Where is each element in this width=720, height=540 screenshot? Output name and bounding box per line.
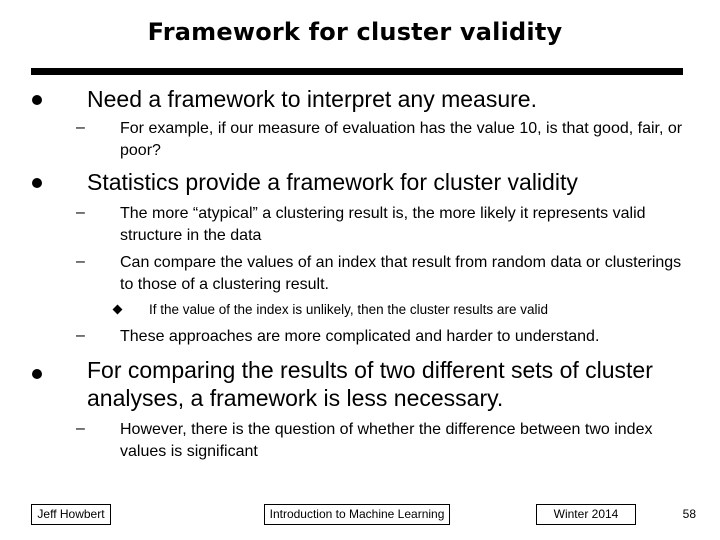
- subsubpoint-2-2-1: If the value of the index is unlikely, then the cluster results are valid: [149, 302, 548, 317]
- footer-author: Jeff Howbert: [31, 504, 111, 525]
- title-underline: [31, 68, 683, 75]
- slide-title: Framework for cluster validity: [147, 18, 563, 46]
- diamond-bullet-icon: [113, 305, 123, 315]
- footer-term: Winter 2014: [536, 504, 636, 525]
- footer-course: Introduction to Machine Learning: [264, 504, 450, 525]
- bullet-point-3: For comparing the results of two different sets of cluster analyses, a framework is less necessary.: [87, 357, 653, 411]
- bullet-circle-icon: [32, 369, 42, 379]
- subpoint-3-1: However, there is the question of whether the difference between two index values is significant: [120, 421, 653, 460]
- bullet-circle-icon: [32, 95, 42, 105]
- dash-icon: –: [76, 204, 85, 221]
- dash-icon: –: [76, 327, 85, 344]
- subpoint-1-1: For example, if our measure of evaluation has the value 10, is that good, fair, or poor?: [120, 120, 683, 159]
- bullet-circle-icon: [32, 178, 42, 188]
- subpoint-2-3: These approaches are more complicated and harder to understand.: [120, 328, 600, 345]
- dash-icon: –: [76, 253, 85, 270]
- bullet-point-2: Statistics provide a framework for cluster validity: [87, 169, 578, 195]
- subpoint-2-2: Can compare the values of an index that result from random data or clusterings to those of a clustering result.: [120, 254, 682, 293]
- bullet-point-1: Need a framework to interpret any measure.: [87, 86, 537, 112]
- page-number: 58: [682, 507, 696, 521]
- dash-icon: –: [76, 420, 85, 437]
- subpoint-2-1: The more “atypical” a clustering result is, the more likely it represents valid structure in the data: [120, 205, 646, 244]
- dash-icon: –: [76, 119, 85, 136]
